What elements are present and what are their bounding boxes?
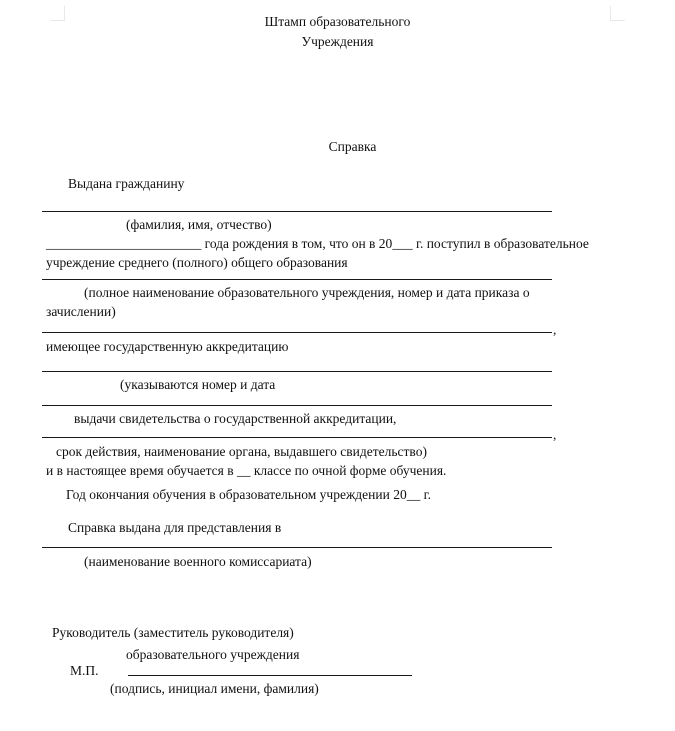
graduation-part-a: Год окончания обучения в образовательном учреждении 20 [66,487,407,502]
institution-subline: образовательного учреждения [126,647,300,662]
current-study-part-b: классе по очной форме обучения. [250,463,447,478]
validity-caption: срок действия, наименование органа, выдавшего свидетельство) [56,444,427,459]
birth-line-part-a: года рождения в том, что он в 20 [201,236,393,251]
page-title: Справка [328,139,377,154]
fio-caption: (фамилия, имя, отчество) [126,217,272,232]
signature-rule [128,675,412,676]
number-date-rule [42,371,552,372]
accreditation-line: имеющее государственную аккредитацию [46,339,289,354]
number-date-caption: (указываются номер и дата [120,377,276,392]
accreditation-rule-comma: , [553,322,557,337]
issued-to-label: Выдана гражданину [68,176,185,191]
current-study-part-a: и в настоящее время обучается в [46,463,237,478]
birth-and-enrollment-line [46,234,589,253]
commissariat-caption: (наименование военного комиссариата) [84,554,312,569]
validity-rule-comma: , [553,427,557,442]
institution-name-caption-line-1: (полное наименование образовательного учреждения, номер и дата приказа о [84,285,530,300]
birth-line-part-b: г. поступил в образовательное [412,236,589,251]
validity-rule [42,437,552,438]
certificate-issuance-line: выдачи свидетельства о государственной аккредитации, [74,411,397,426]
graduation-year-gap: __ [406,487,421,502]
current-class-gap: __ [237,463,251,478]
stamp-header-line-2: Учреждения [301,34,374,49]
head-of-institution-line: Руководитель (заместитель руководителя) [52,625,294,640]
institution-name-rule [42,279,552,280]
graduation-part-b: г. [420,487,431,502]
certificate-rule [42,405,552,406]
commissariat-rule [42,547,552,548]
institution-type-line: учреждение среднего (полного) общего образования [46,255,348,270]
accreditation-rule [42,332,552,333]
stamp-place-label: М.П. [70,663,99,678]
presentation-line: Справка выдана для представления в [68,520,282,535]
birth-date-blank: _______________________ [46,236,202,251]
fio-rule [42,211,552,212]
current-study-line [46,461,446,480]
institution-stamp-header [0,12,675,52]
graduation-year-line [66,485,431,504]
signature-caption: (подпись, инициал имени, фамилия) [110,681,319,696]
stamp-header-line-1: Штамп образовательного [264,14,411,29]
birth-year-gap: ___ [392,236,413,251]
institution-name-caption-line-2: зачислении) [46,304,116,319]
